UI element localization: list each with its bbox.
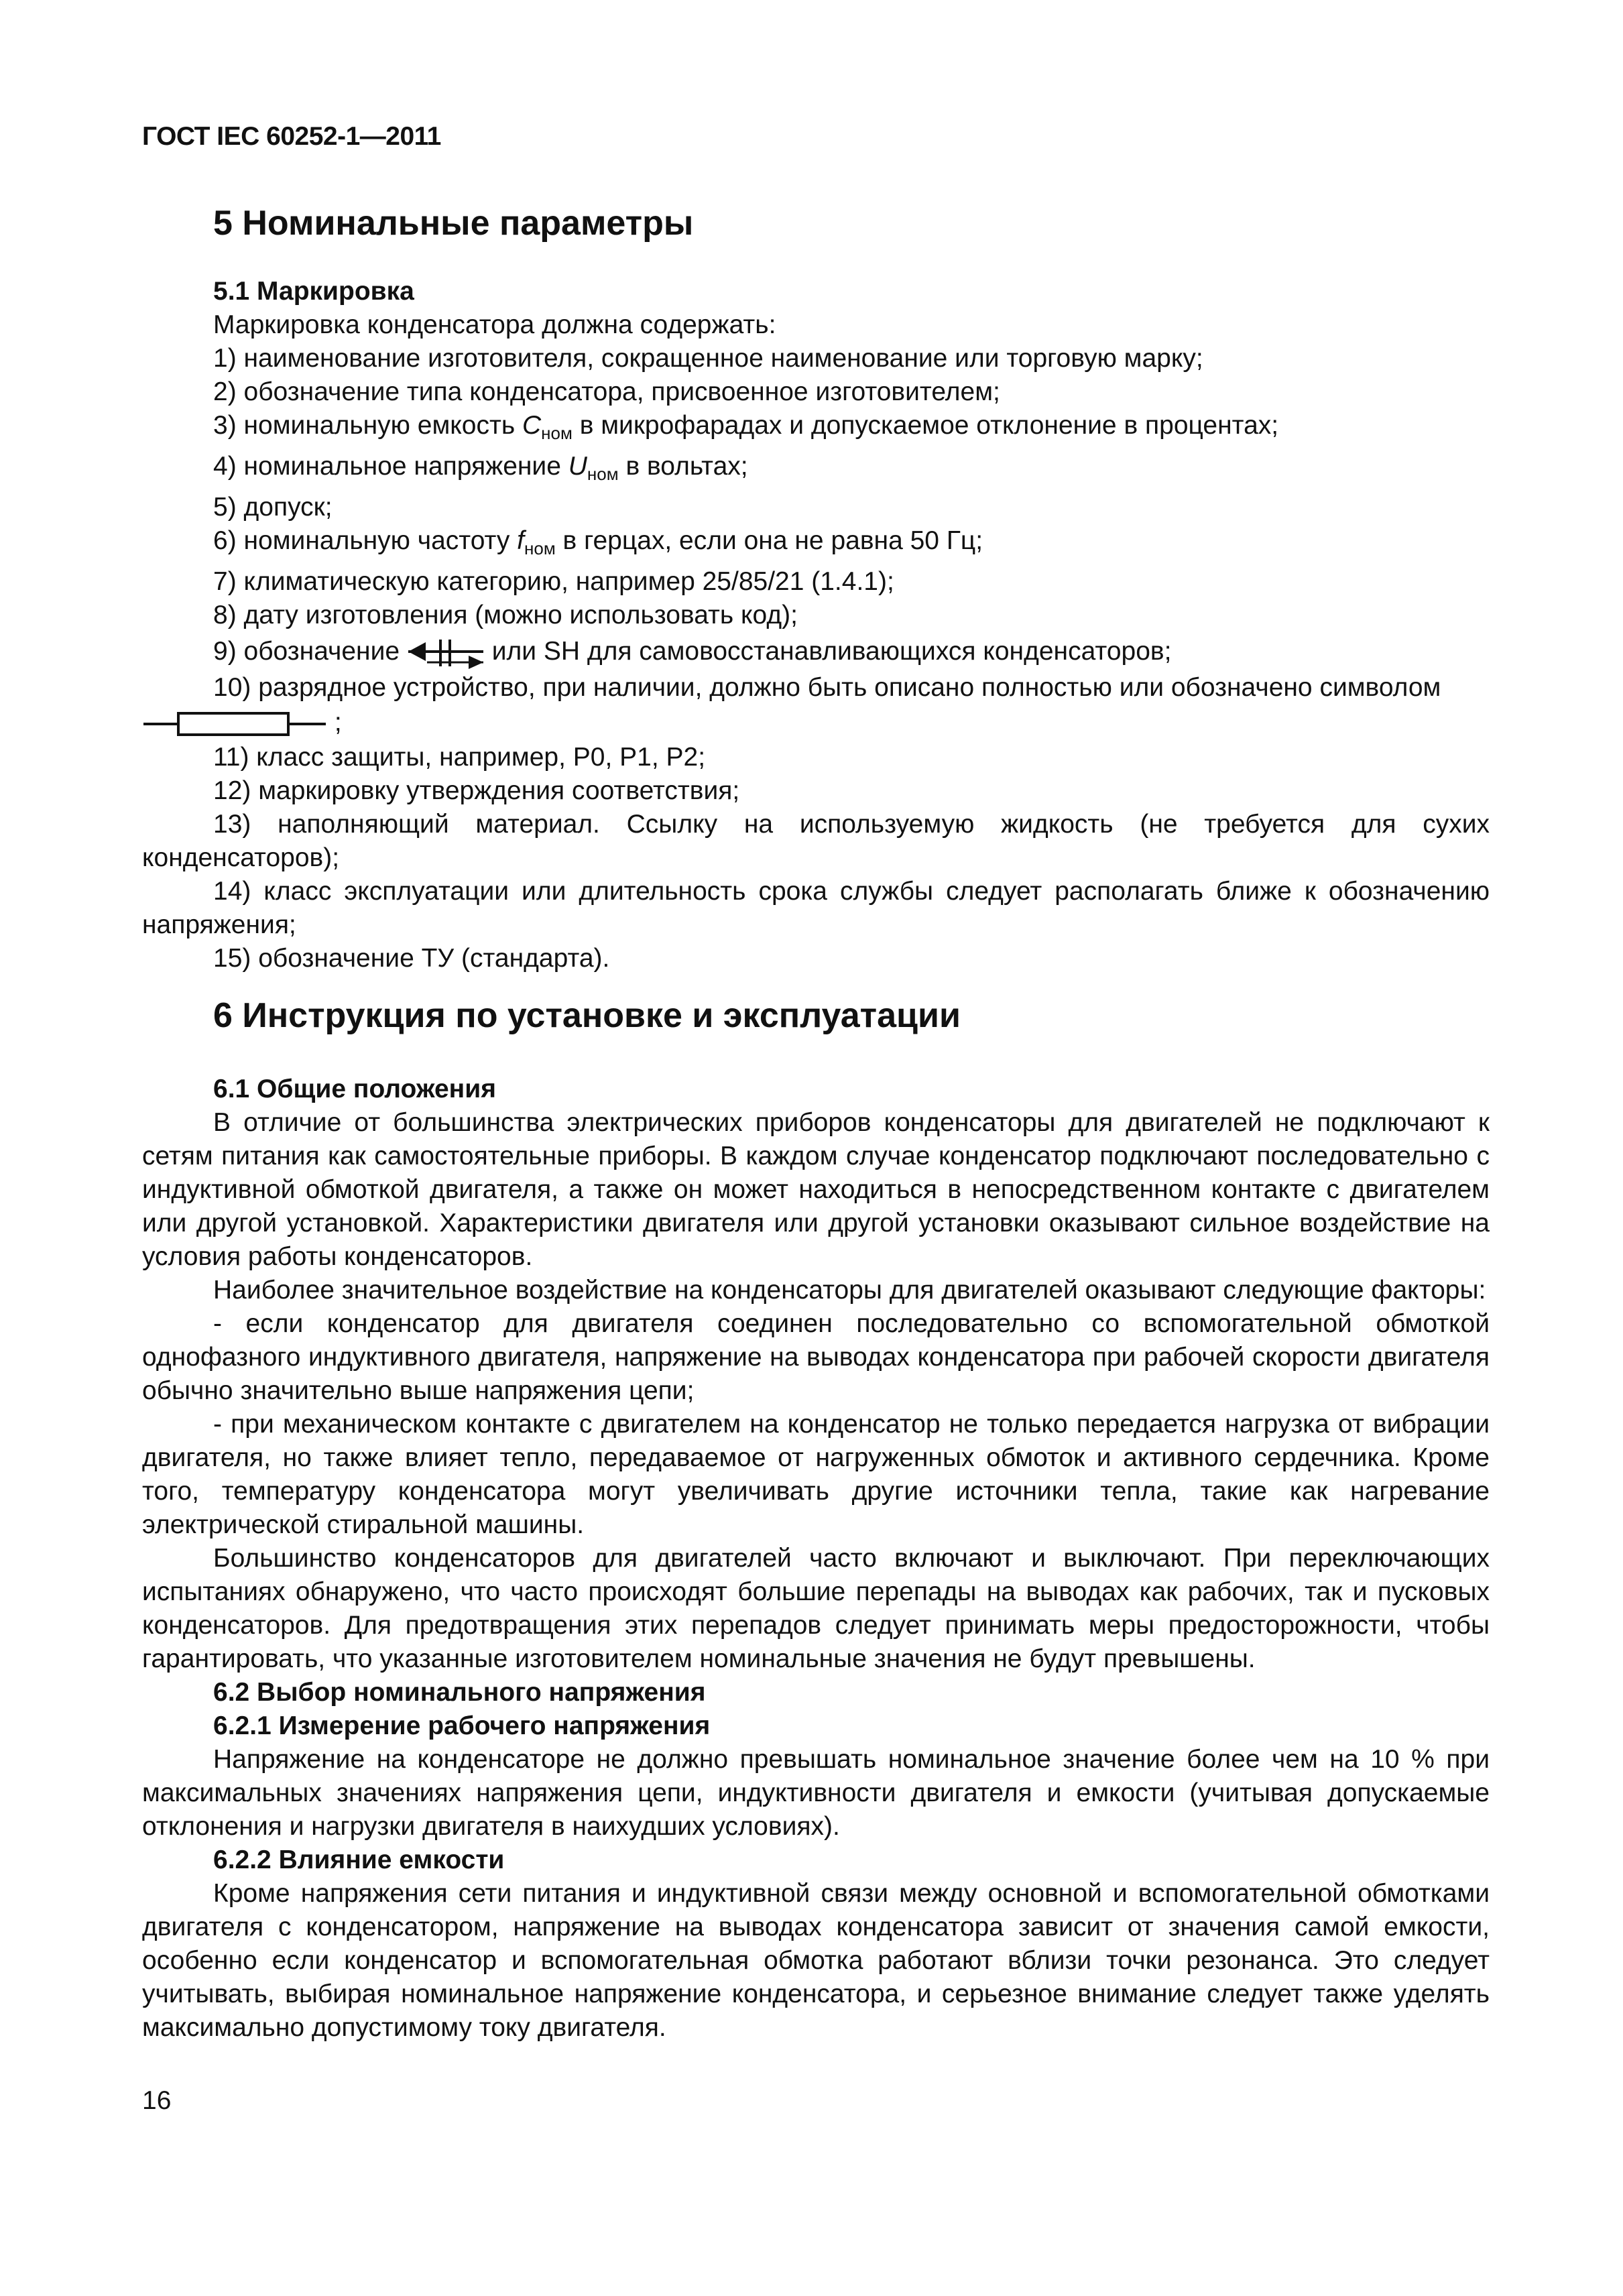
marking-item-6: 6) номинальную частоту $f_{ном}$ в герцах, если она не равна 50 Гц; — [213, 526, 983, 558]
discharge-resistor-icon — [142, 709, 327, 739]
marking-item-15: 15) обозначение ТУ (стандарта). — [213, 944, 610, 973]
marking-item-5: 5) допуск; — [213, 493, 333, 522]
section-5-title: 5 Номинальные параметры — [213, 204, 694, 243]
marking-item-1: 1) наименование изготовителя, сокращенное наименование или торговую марку; — [213, 344, 1203, 373]
section-6-title: 6 Инструкция по установке и эксплуатации — [213, 996, 961, 1035]
operating-voltage-paragraph: Напряжение на конденсаторе не должно превышать номинальное значение более чем на 10 % при максимальных значениях напряжения цепи, индуктивности двигателя и емкости (учитывая допускаемые отклонения и нагрузки двигателя в наихудших условиях). — [142, 1745, 1490, 1841]
document-header: ГОСТ IEC 60252-1—2011 — [142, 122, 441, 151]
general-paragraph-2: Наиболее значительное воздействие на конденсаторы для двигателей оказывают следующие факторы: — [213, 1276, 1486, 1305]
section-6-2-2-title: 6.2.2 Влияние емкости — [213, 1846, 505, 1874]
marking-item-10: 10) разрядное устройство, при наличии, должно быть описано полностью или обозначено символом — [213, 673, 1441, 702]
section-6-2-title: 6.2 Выбор номинального напряжения — [213, 1678, 706, 1707]
self-healing-capacitor-icon — [407, 637, 485, 669]
marking-item-3: 3) номинальную емкость $C_{ном}$ в микрофарадах и допускаемое отклонение в процентах; — [213, 411, 1279, 443]
section-6-1-title: 6.1 Общие положения — [213, 1075, 496, 1103]
section-6-2-1-title: 6.2.1 Измерение рабочего напряжения — [213, 1711, 711, 1740]
general-paragraph-5: Большинство конденсаторов для двигателей часто включают и выключают. При переключающих испытаниях обнаружено, что часто происходят большие перепады на выводах как рабочих, так и пусковых конденсаторов. Для предотвращения этих перепадов следует принимать меры предосторожности, чтобы гарантировать, что указанные изготовителем номинальные значения не будут превышены. — [142, 1544, 1490, 1673]
section-6 — [142, 992, 1490, 1039]
marking-item-10-symbol-line: ; — [142, 705, 1490, 741]
page-number: 16 — [142, 2086, 172, 2115]
marking-item-8: 8) дату изготовления (можно использовать код); — [213, 601, 798, 629]
marking-item-12: 12) маркировку утверждения соответствия; — [213, 776, 740, 805]
marking-item-2: 2) обозначение типа конденсатора, присвоенное изготовителем; — [213, 377, 1000, 406]
section-6-1 — [142, 1073, 1490, 2045]
marking-intro: Маркировка конденсатора должна содержать: — [213, 310, 776, 339]
marking-item-7: 7) климатическую категорию, например 25/85/21 (1.4.1); — [213, 567, 894, 596]
general-paragraph-4: - при механическом контакте с двигателем на конденсатор не только передается нагрузка от вибрации двигателя, но также влияет тепло, передаваемое от нагруженных обмоток и активного сердечника. Кроме того, температуру конденсатора могут увеличивать другие источники тепла, такие как нагревание электрической стиральной машины. — [142, 1410, 1490, 1539]
marking-item-11: 11) класс защиты, например, P0, P1, P2; — [213, 743, 706, 772]
section-5 — [142, 200, 1490, 247]
section-5-1-title: 5.1 Маркировка — [213, 277, 414, 306]
general-paragraph-3: - если конденсатор для двигателя соединен последовательно со вспомогательной обмоткой однофазного индуктивного двигателя, напряжение на выводах конденсатора при рабочей скорости двигателя обычно значительно выше напряжения цепи; — [142, 1309, 1490, 1405]
marking-item-13: 13) наполняющий материал. Ссылку на используемую жидкость (не требуется для сухих конденсаторов); — [142, 810, 1490, 872]
marking-item-9: 9) обозначение или SH для самовосстанавливающихся конденсаторов; — [142, 632, 1490, 671]
marking-item-14: 14) класс эксплуатации или длительность срока службы следует располагать ближе к обозначению напряжения; — [142, 877, 1490, 939]
marking-item-4: 4) номинальное напряжение $U_{ном}$ в вольтах; — [213, 452, 748, 484]
section-5-1 — [142, 275, 1490, 975]
general-paragraph-1: В отличие от большинства электрических приборов конденсаторы для двигателей не подключают к сетям питания как самостоятельные приборы. В каждом случае конденсатор подключают последовательно с индуктивной обмоткой двигателя, а также он может находиться в непосредственном контакте с двигателем или другой установкой. Характеристики двигателя или другой установки оказывают сильное воздействие на условия работы конденсаторов. — [142, 1108, 1490, 1271]
capacitance-influence-paragraph: Кроме напряжения сети питания и индуктивной связи между основной и вспомогательной обмотками двигателя с конденсатором, напряжение на выводах конденсатора зависит от значения самой емкости, особенно если конденсатор и вспомогательная обмотка работают вблизи точки резонанса. Это следует учитывать, выбирая номинальное напряжение конденсатора, и серьезное внимание следует также уделять максимально допустимому току двигателя. — [142, 1879, 1490, 2042]
